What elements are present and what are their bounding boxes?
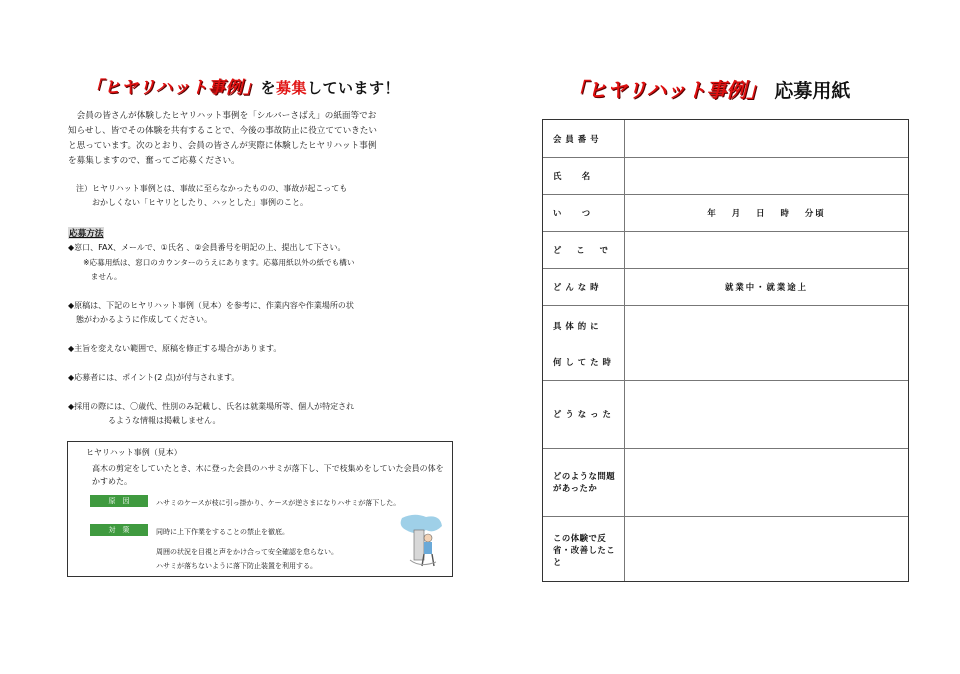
note-paragraph: 注）ヒヤリハット事例とは、事故に至らなかったものの、事故が起こっても おかしくない「ヒヤリとしたり、ハッとした」事例のこと。: [75, 184, 348, 207]
label-improvement: この体験で反省・改善したこと: [553, 533, 616, 567]
left-title-highlight: 「ヒヤリハット事例」: [86, 78, 261, 98]
label-where: ど こ で: [553, 245, 614, 255]
label-result: どうなった: [553, 409, 615, 419]
field-result[interactable]: [625, 380, 908, 448]
label-activity-1: 具体的に: [553, 321, 603, 331]
form-title-rest: 応募用紙: [774, 80, 851, 102]
when-month: 月: [731, 207, 743, 218]
example-title: ヒヤリハット事例（見本）: [86, 448, 182, 457]
form-row-improvement: [543, 516, 908, 581]
example-box: [67, 441, 453, 577]
field-problem[interactable]: [625, 448, 908, 516]
label-problem: どのような問題があったか: [553, 471, 616, 493]
bullet-points: ◆応募者には、ポイント(2 点)が付与されます。: [68, 373, 240, 382]
cause-text: ハサミのケースが枝に引っ掛かり、ケースが逆さまになりハサミが落下した。: [156, 499, 401, 507]
when-minute: 分頃: [804, 207, 826, 218]
label-situation: どんな時: [553, 282, 603, 292]
form-row-member-number: [543, 120, 908, 158]
left-title-em: 募集: [276, 79, 308, 97]
field-improvement[interactable]: [625, 516, 908, 581]
worker-illustration: [396, 512, 444, 572]
field-where[interactable]: [625, 231, 908, 268]
form-row-result: [543, 380, 908, 449]
label-name: 氏 名: [553, 171, 597, 181]
bullet-submit: ◆窓口、FAX、メールで、①氏名 、②会員番号を明記の上、提出して下さい。: [68, 243, 346, 252]
form-row-situation: [543, 268, 908, 306]
field-when[interactable]: [625, 194, 908, 231]
form-title: [567, 74, 850, 103]
bullet-edit: ◆主旨を変えない範囲で、原稿を修正する場合があります。: [68, 344, 282, 353]
bullet-privacy: ◆採用の際には、〇歳代、性別のみ記載し、氏名は就業場所等、個人が特定され るような情報は掲載しません。: [68, 402, 355, 425]
intro-paragraph: 会員の皆さんが体験したヒヤリハット事例を「シルバーさばえ」の紙面等でお 知らせし、皆でその体験を共有することで、今後の事故防止に役立てていきたい と思っています。次のとおり、会員の皆さんが実際に体験したヒヤリハット事例 を募集しますので、奮ってご応募ください。: [68, 111, 377, 166]
measure-text-3: ハサミが落ちないように落下防止装置を利用する。: [156, 562, 317, 570]
left-title: [86, 73, 400, 98]
when-day: 日: [756, 207, 767, 218]
measure-text-1: 同時に上下作業をすることの禁止を徹底。: [156, 528, 289, 536]
field-activity[interactable]: [625, 305, 908, 380]
left-title-o: を: [260, 79, 277, 97]
field-member-number[interactable]: [625, 120, 908, 157]
measure-text-2: 周囲の状況を目視と声をかけ合って安全確認を怠らない。: [156, 548, 338, 556]
field-situation[interactable]: 就業中・就業途上: [725, 281, 808, 292]
when-hour: 時: [780, 207, 791, 218]
form-row-name: [543, 157, 908, 195]
bullet-manuscript: ◆原稿は、下記のヒヤリハット事例（見本）を参考に、作業内容や作業場所の状 態がわかるように作成してください。: [68, 301, 354, 324]
form-row-where: [543, 231, 908, 269]
method-heading: 応募方法: [69, 229, 104, 239]
measure-tag: 対 策: [90, 524, 148, 536]
when-year: 年: [707, 207, 718, 218]
form-title-highlight: 「ヒヤリハット事例」: [567, 78, 767, 102]
application-form: [542, 119, 909, 582]
form-row-problem: [543, 448, 908, 517]
label-when: い つ: [553, 208, 597, 218]
example-body: 高木の剪定をしていたとき、木に登った会員のハサミが落下し、下で枝集めをしていた会員の体をかすめた。: [92, 464, 444, 486]
cause-tag: 原 因: [90, 495, 148, 507]
form-row-activity: [543, 305, 908, 381]
form-row-when: [543, 194, 908, 232]
label-member-number: 会員番号: [553, 134, 603, 144]
label-activity-2: 何してた時: [553, 357, 615, 367]
field-name[interactable]: [625, 157, 908, 194]
bullet-submit-note: ※応募用紙は、窓口のカウンターのうえにあります。応募用紙以外の紙でも構い ません。: [83, 258, 355, 281]
left-title-rest: しています！: [307, 79, 401, 97]
